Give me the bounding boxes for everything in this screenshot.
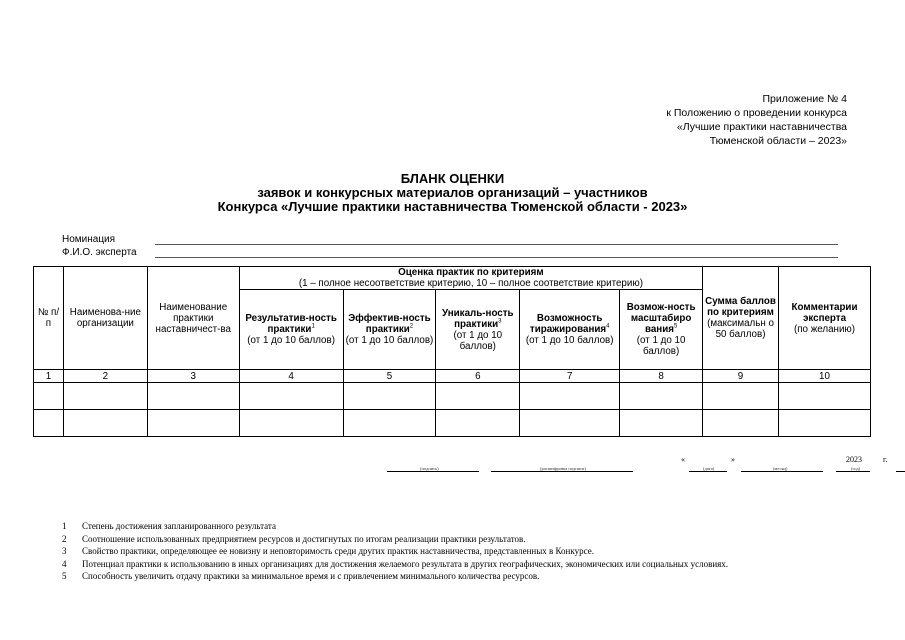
criterion-name: Уникаль-ность практики (442, 307, 514, 330)
footnote-number: 4 (62, 558, 67, 569)
criterion-header-3 (436, 290, 520, 370)
col-number: 4 (239, 370, 343, 383)
table-cell[interactable] (343, 410, 436, 437)
column-number-row (34, 370, 871, 383)
criterion-name: Результатив-ность практики (245, 313, 337, 335)
col-number: 10 (779, 370, 871, 383)
table-cell[interactable] (34, 410, 64, 437)
footnote-text: Степень достижения запланированного результата (82, 521, 276, 531)
table-cell[interactable] (63, 383, 147, 410)
quote-close: » (731, 455, 735, 464)
table-row (34, 410, 871, 437)
header-org: Наименова-ние организации (63, 267, 147, 370)
expert-field[interactable] (155, 257, 838, 258)
trailing-line (896, 463, 905, 472)
nomination-field[interactable] (155, 244, 838, 245)
footnote-number: 1 (62, 521, 67, 531)
footnote (62, 533, 842, 546)
table-cell[interactable] (520, 383, 620, 410)
col-number: 9 (703, 370, 779, 383)
footnote-number: 3 (62, 546, 67, 556)
col-number: 1 (34, 370, 64, 383)
header-comment (779, 267, 871, 370)
header-comment-title: Комментарии эксперта (791, 301, 858, 324)
month-caption: (месяц) (773, 466, 788, 471)
criterion-scale: (от 1 до 10 баллов) (453, 329, 503, 352)
col-number: 7 (520, 370, 620, 383)
title-line-3: Конкурса «Лучшие практики наставничества Тюменской области - 2023» (217, 199, 688, 214)
name-caption: (расшифровка подписи) (540, 466, 586, 471)
footnote-number: 5 (62, 571, 67, 581)
header-num: № п/п (34, 267, 64, 370)
header-practice: Наименование практики наставничест-ва (147, 267, 239, 370)
footnote-text: Соотношение использованных предприятием ресурсов и достигнутых по итогам реализации практики результатов. (82, 533, 526, 544)
header-comment-note: (по желанию) (793, 323, 856, 335)
footnote-text: Свойство практики, определяющее ее новизну и неповторимость среди других практик наставничества, представленных в Конкурсе. (82, 546, 594, 556)
evaluation-table (33, 266, 871, 437)
footnotes (62, 520, 842, 583)
footnote-number: 2 (62, 533, 67, 544)
table-cell[interactable] (436, 383, 520, 410)
table-cell[interactable] (703, 383, 779, 410)
header-sum-note: (максимальн о 50 баллов) (707, 318, 774, 340)
criteria-group-title: Оценка практик по критериям (398, 267, 544, 278)
table-cell[interactable] (703, 410, 779, 437)
col-number: 2 (63, 370, 147, 383)
table-cell[interactable] (343, 383, 436, 410)
criterion-header-5 (620, 290, 703, 370)
header-sum (703, 267, 779, 370)
criterion-header-4 (520, 290, 620, 370)
criterion-header-1 (239, 290, 343, 370)
table-cell[interactable] (779, 383, 871, 410)
col-number: 5 (343, 370, 436, 383)
table-cell[interactable] (620, 383, 703, 410)
criterion-name: Возмож-ность масштабиро вания (626, 302, 696, 335)
criterion-sup: 5 (673, 323, 678, 330)
criterion-sup: 4 (606, 323, 610, 330)
quote-open: « (681, 455, 685, 464)
table-cell[interactable] (63, 410, 147, 437)
year-caption: (год) (851, 466, 861, 471)
expert-label: Ф.И.О. эксперта (62, 247, 137, 258)
title-line-2: заявок и конкурсных материалов организаций – участников (257, 185, 648, 200)
criterion-sup: 3 (498, 318, 502, 325)
day-caption: (дата) (703, 466, 715, 471)
footnote (62, 520, 842, 533)
form-title (0, 172, 905, 214)
footnote (62, 545, 842, 558)
year-value: 2023 (846, 455, 862, 464)
table-cell[interactable] (779, 410, 871, 437)
table-cell[interactable] (34, 383, 64, 410)
footnote (62, 558, 842, 571)
col-number: 8 (620, 370, 703, 383)
table-cell[interactable] (239, 383, 343, 410)
header-sum-title: Сумма баллов по критериям (705, 296, 776, 318)
footnote-text: Потенциал практики к использованию в иных организациях для достижения желаемого результата в других географических, экономических или социальных условиях. (82, 558, 729, 569)
table-cell[interactable] (147, 410, 239, 437)
table-row (34, 383, 871, 410)
table-cell[interactable] (620, 410, 703, 437)
criterion-sup: 2 (409, 323, 414, 330)
criteria-group-header (239, 267, 702, 290)
annex-line-4: Тюменской области – 2023» (709, 135, 847, 147)
criterion-scale: (от 1 до 10 баллов) (525, 335, 614, 346)
col-number: 6 (436, 370, 520, 383)
criterion-scale: (от 1 до 10 баллов) (636, 335, 686, 357)
table-cell[interactable] (147, 383, 239, 410)
criterion-header-2 (343, 290, 436, 370)
footnote-text: Способность увеличить отдачу практики за минимальное время и с привлечением минимального количества ресурсов. (82, 571, 540, 581)
table-cell[interactable] (520, 410, 620, 437)
annex-line-2: к Положению о проведении конкурса (666, 107, 847, 119)
year-suffix: г. (883, 455, 888, 464)
criterion-scale: (от 1 до 10 баллов) (247, 335, 335, 346)
title-line-1: БЛАНК ОЦЕНКИ (400, 171, 505, 186)
footnote (62, 570, 842, 583)
criterion-name: Возможность тиражирования (529, 313, 607, 335)
criterion-name: Эффектив-ность практики (348, 313, 431, 335)
criterion-sup: 1 (311, 323, 315, 330)
criterion-scale: (от 1 до 10 баллов) (345, 335, 434, 346)
annex-header (666, 92, 847, 148)
table-cell[interactable] (436, 410, 520, 437)
table-cell[interactable] (239, 410, 343, 437)
signature-caption: (подпись) (420, 466, 439, 471)
nomination-label: Номинация (62, 234, 116, 245)
annex-line-1: Приложение № 4 (762, 93, 847, 105)
annex-line-3: «Лучшие практики наставничества (676, 121, 847, 133)
col-number: 3 (147, 370, 239, 383)
criteria-group-note: (1 – полное несоответствие критерию, 10 – полное соответствие критерию) (298, 278, 643, 289)
